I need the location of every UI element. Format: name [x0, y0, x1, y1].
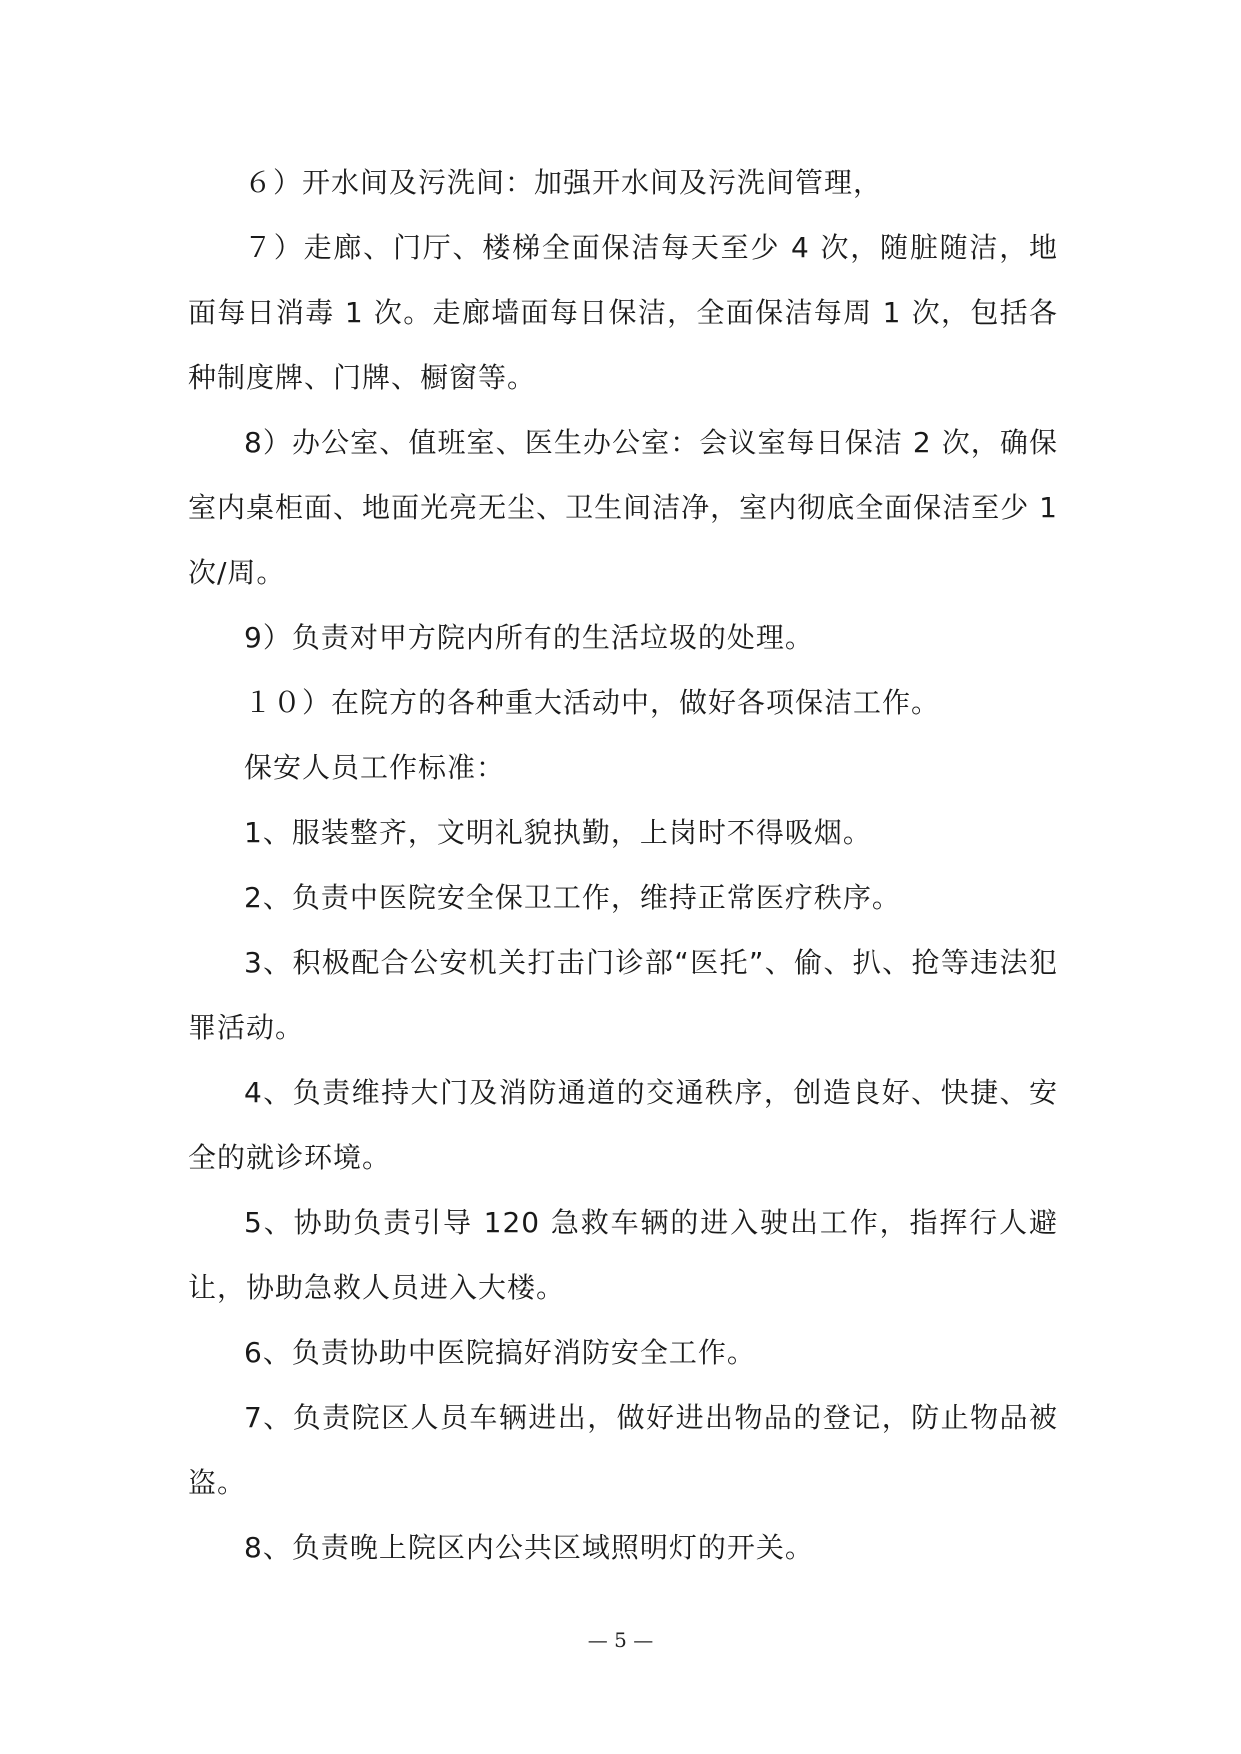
document-body [188, 150, 1058, 1580]
security-item-7: 7、负责院区人员车辆进出，做好进出物品的登记，防止物品被盗。 [188, 1401, 1058, 1499]
security-item-3: 3、积极配合公安机关打击门诊部“医托”、偷、扒、抢等违法犯罪活动。 [188, 946, 1058, 1044]
section-heading-security-standards: 保安人员工作标准： [244, 751, 506, 784]
security-item-5: 5、协助负责引导 120 急救车辆的进入驶出工作，指挥行人避让，协助急救人员进入大楼。 [188, 1206, 1058, 1304]
paragraph-item-7: ７）走廊、门厅、楼梯全面保洁每天至少 4 次，随脏随洁，地面每日消毒 1 次。走廊墙面每日保洁，全面保洁每周 1 次，包括各种制度牌、门牌、橱窗等。 [188, 231, 1058, 394]
paragraph-item-9: 9）负责对甲方院内所有的生活垃圾的处理。 [244, 621, 814, 654]
paragraph-item-6: ６）开水间及污洗间：加强开水间及污洗间管理， [244, 166, 883, 199]
security-item-6: 6、负责协助中医院搞好消防安全工作。 [244, 1336, 756, 1369]
page-number: — 5 — [587, 1628, 654, 1652]
paragraph-item-10: １０）在院方的各种重大活动中，做好各项保洁工作。 [244, 686, 941, 719]
security-item-4: 4、负责维持大门及消防通道的交通秩序，创造良好、快捷、安全的就诊环境。 [188, 1076, 1058, 1174]
security-item-2: 2、负责中医院安全保卫工作，维持正常医疗秩序。 [244, 881, 901, 914]
paragraph-item-8: 8）办公室、值班室、医生办公室：会议室每日保洁 2 次，确保室内桌柜面、地面光亮无尘、卫生间洁净，室内彻底全面保洁至少 1 次/周。 [188, 426, 1058, 589]
security-item-1: 1、服装整齐，文明礼貌执勤，上岗时不得吸烟。 [244, 816, 872, 849]
security-item-8: 8、负责晚上院区内公共区域照明灯的开关。 [244, 1531, 814, 1564]
